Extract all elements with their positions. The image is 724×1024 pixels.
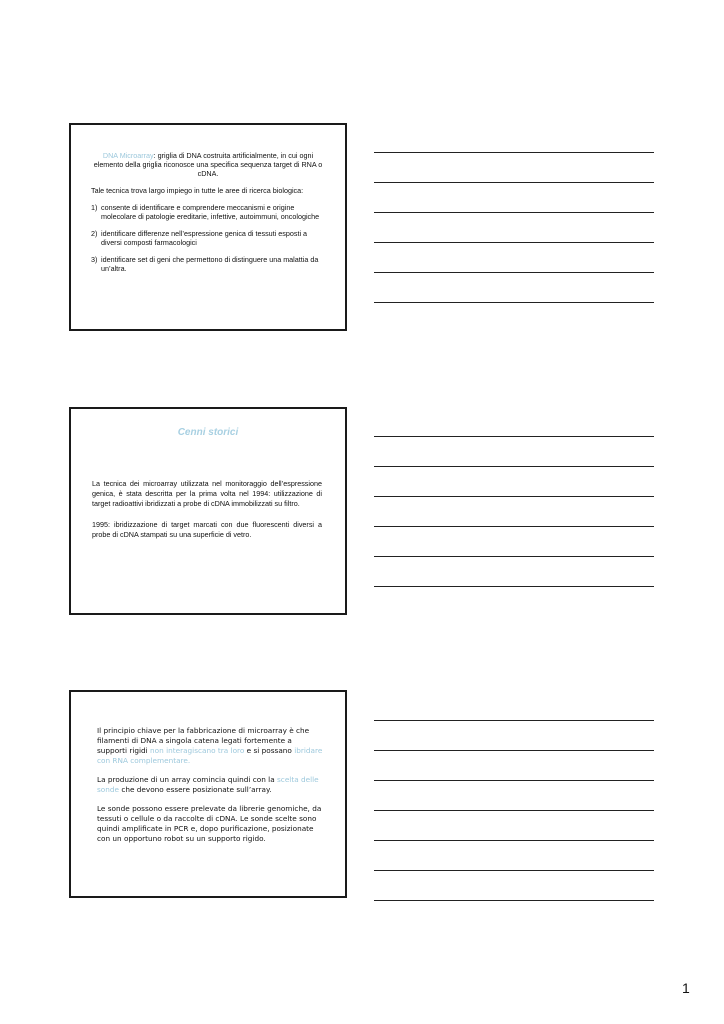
slide-1 xyxy=(69,123,347,331)
list-item-text: identificare differenze nell’espressione genica di tessuti esposti a diversi composti farmacologici xyxy=(101,229,308,247)
note-line xyxy=(374,466,654,467)
slide-3 xyxy=(69,690,347,898)
note-line xyxy=(374,750,654,751)
note-line xyxy=(374,212,654,213)
intro-term: DNA Microarray xyxy=(102,151,154,160)
notes-lines-1 xyxy=(374,152,654,332)
slide-3-body xyxy=(97,726,323,853)
note-line xyxy=(374,840,654,841)
note-line xyxy=(374,556,654,557)
list-item xyxy=(91,229,325,247)
note-line xyxy=(374,496,654,497)
list-item-text: identificare set di geni che permettono di distinguere una malattia da un’altra. xyxy=(101,255,319,273)
slide-2-title: Cenni storici xyxy=(177,427,239,438)
list-item-number: 2) xyxy=(91,229,98,238)
p2-text-b: che devono essere posizionate sull’array. xyxy=(119,785,272,794)
notes-lines-2 xyxy=(374,436,654,616)
slide-3-para-3: Le sonde possono essere prelevate da librerie genomiche, da tessuti o cellule o da raccolte di cDNA. Le sonde scelte sono quindi amplificate in PCR e, dopo purificazione, posizionate con un opportuno robot su un supporto rigido. xyxy=(97,804,322,843)
slide-2-para-2: 1995: ibridizzazione di target marcati con due fluorescenti diversi a probe di cDNA stampati su una superficie di vetro. xyxy=(92,520,322,539)
slide-2 xyxy=(69,407,347,615)
list-item-text: consente di identificare e comprendere meccanismi e origine molecolare di patologie ereditarie, infettive, autoimmuni, oncologiche xyxy=(101,203,320,221)
list-item xyxy=(91,203,325,221)
p1-text-a: Il principio chiave per la fabbricazione di microarray è che filamenti di DNA a singola catena legati fortemente a supporti rigidi xyxy=(97,726,310,755)
note-line xyxy=(374,272,654,273)
slide-1-intro xyxy=(91,151,325,178)
note-line xyxy=(374,720,654,721)
p1-highlight-2: ibridare con RNA complementare. xyxy=(97,746,323,765)
intro-text: : griglia di DNA costruita artificialmente, in cui ogni elemento della griglia riconosce una specifica sequenza target di RNA o cDNA. xyxy=(93,151,323,178)
p2-text-a: La produzione di un array comincia quindi con la xyxy=(97,775,277,784)
notes-lines-3 xyxy=(374,720,654,930)
note-line xyxy=(374,242,654,243)
note-line xyxy=(374,870,654,871)
list-item xyxy=(91,255,325,273)
slide-2-body xyxy=(92,479,322,551)
slide-1-para: Tale tecnica trova largo impiego in tutte le aree di ricerca biologica: xyxy=(91,186,304,195)
list-item-number: 1) xyxy=(91,203,98,212)
note-line xyxy=(374,436,654,437)
note-line xyxy=(374,780,654,781)
page-number: 1 xyxy=(682,980,690,996)
note-line xyxy=(374,302,654,303)
note-line xyxy=(374,900,654,901)
note-line xyxy=(374,810,654,811)
note-line xyxy=(374,152,654,153)
note-line xyxy=(374,526,654,527)
p1-text-b: e si possano xyxy=(244,746,295,755)
list-item-number: 3) xyxy=(91,255,98,264)
slide-3-para-1 xyxy=(97,726,323,766)
slide-1-body xyxy=(91,151,325,281)
note-line xyxy=(374,586,654,587)
p1-highlight-1: non interagiscano tra loro xyxy=(150,746,245,755)
slide-3-para-2 xyxy=(97,775,323,795)
p2-highlight: scelta delle sonde xyxy=(97,775,319,794)
note-line xyxy=(374,182,654,183)
slide-2-para-1: La tecnica dei microarray utilizzata nel monitoraggio dell’espressione genica, è stata descritta per la prima volta nel 1994: utilizzazione di target radioattivi ibridizzati a probe di cDNA immobilizzati su filtro. xyxy=(92,479,322,508)
